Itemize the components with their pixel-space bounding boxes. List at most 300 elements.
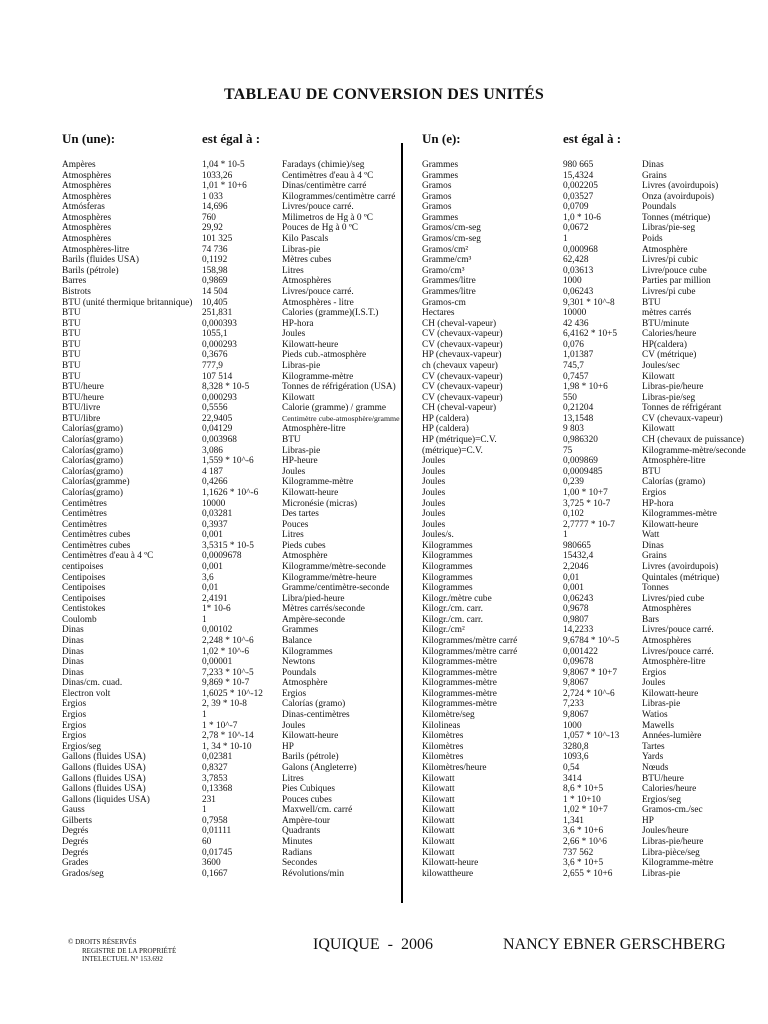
unit-cell: Degrés (62, 847, 89, 858)
factor-cell: 0,9807 (563, 614, 589, 625)
unit-cell: Gallons (fluides USA) (62, 752, 146, 763)
unit-cell: Kilogrammes-mètre (422, 678, 497, 689)
target-unit-cell: BTU/minute (642, 318, 689, 329)
factor-cell: 3,6 * 10+6 (563, 826, 604, 837)
unit-cell: Degrés (62, 837, 89, 847)
table-row (422, 287, 768, 298)
table-row (422, 329, 768, 340)
table-row (422, 192, 768, 203)
factor-cell: 10000 (563, 308, 587, 319)
unit-cell: (métrique)=C.V. (422, 445, 483, 456)
unit-cell: Hectares (422, 308, 455, 319)
target-unit-cell: Mètres cubes (282, 255, 332, 266)
target-unit-cell: HP-heure (282, 456, 318, 467)
factor-cell: 0,5556 (202, 403, 228, 414)
factor-cell: 0,001 (563, 583, 584, 594)
factor-cell: 3414 (563, 773, 582, 784)
target-unit-cell: Kilowatt (642, 424, 675, 435)
table-row (422, 657, 768, 668)
table-row (62, 668, 402, 679)
target-unit-cell: Kilogramme/mètre-heure (282, 572, 377, 583)
unit-cell: Gallons (fluides USA) (62, 784, 146, 795)
table-row (62, 615, 402, 626)
header-left-unit: Un (une): (62, 131, 116, 146)
target-unit-cell: Mètres carrés/seconde (282, 604, 365, 615)
factor-cell: 15432,4 (563, 551, 594, 562)
unit-cell: Grados/seg (62, 868, 104, 879)
unit-cell: Gramos/cm-seg (422, 234, 481, 245)
table-row (62, 562, 402, 573)
factor-cell: 0,000968 (563, 244, 598, 255)
factor-cell: 1,01 * 10+6 (202, 181, 247, 192)
target-unit-cell: Bars (642, 614, 660, 625)
table-row (422, 477, 768, 488)
target-unit-cell: Poundals (282, 667, 317, 678)
unit-cell: Calorías(gramo) (62, 435, 123, 446)
target-unit-cell: BTU/heure (642, 773, 684, 784)
table-row (422, 456, 768, 467)
table-row (422, 636, 768, 647)
unit-cell: Joules (422, 498, 446, 509)
table-row (62, 604, 402, 615)
table-row (62, 699, 402, 710)
table-row (422, 213, 768, 224)
table-row (62, 319, 402, 330)
table-row (422, 848, 768, 859)
table-row (62, 583, 402, 594)
table-row (422, 784, 768, 795)
target-unit-cell: Poids (642, 234, 663, 245)
table-row (62, 795, 402, 806)
target-unit-cell: Livres/pi cube (642, 286, 696, 297)
target-unit-cell: Quadrants (282, 826, 321, 837)
factor-cell: 6,4162 * 10+5 (563, 329, 618, 340)
factor-cell: 0,986320 (563, 435, 598, 446)
target-unit-cell: Libras-pie/heure (642, 382, 704, 393)
target-unit-cell: Litres (282, 530, 304, 541)
table-row (62, 499, 402, 510)
factor-cell: 0,001 (202, 561, 223, 572)
factor-cell: 0,0009485 (563, 466, 603, 477)
table-row (422, 805, 768, 816)
conversion-table-right (422, 160, 768, 879)
table-row (422, 721, 768, 732)
unit-cell: Gramos (422, 191, 452, 202)
table-row (422, 668, 768, 679)
factor-cell: 7,233 (563, 699, 584, 710)
table-row (422, 372, 768, 383)
target-unit-cell: Atmosphères (642, 636, 692, 647)
table-row (62, 710, 402, 721)
factor-cell: 1,00 * 10+7 (563, 487, 608, 498)
table-row (62, 181, 402, 192)
unit-cell: Calorías(gramo) (62, 487, 123, 498)
factor-cell: 3600 (202, 858, 221, 869)
table-row (62, 361, 402, 372)
target-unit-cell: Centimètres d'eau à 4 ºC (282, 170, 374, 181)
unit-cell: Grammes (422, 212, 459, 223)
table-row (422, 234, 768, 245)
target-unit-cell: CV (métrique) (642, 350, 697, 361)
factor-cell: 231 (202, 794, 216, 805)
target-unit-cell: Dinas (642, 160, 664, 170)
unit-cell: Kilogrammes-mètre (422, 699, 497, 710)
factor-cell: 8,6 * 10+5 (563, 784, 604, 795)
table-row (62, 414, 402, 425)
factor-cell: 737 562 (563, 847, 594, 858)
table-row (62, 160, 402, 171)
factor-cell: 2,66 * 10^6 (563, 837, 607, 847)
target-unit-cell: Pouces (282, 519, 309, 530)
unit-cell: Gramos (422, 202, 452, 213)
unit-cell: Centimètres cubes (62, 530, 131, 541)
target-unit-cell: Onza (avoirdupois) (642, 191, 715, 202)
target-unit-cell: Tonnes de réfrigération (USA) (282, 382, 396, 393)
target-unit-cell: Livres (avoirdupois) (642, 181, 719, 192)
table-row (422, 869, 768, 880)
factor-cell: 0,04129 (202, 424, 233, 435)
table-row (422, 160, 768, 171)
unit-cell: Kilowatt (422, 815, 455, 826)
target-unit-cell: Grains (642, 170, 667, 181)
target-unit-cell: Kilogramme-mètre/seconde (642, 445, 746, 456)
target-unit-cell: Libras-pie/seg (642, 392, 696, 403)
table-row (62, 752, 402, 763)
factor-cell: 0,003968 (202, 435, 237, 446)
table-row (422, 488, 768, 499)
factor-cell: 1 (563, 530, 568, 541)
factor-cell: 10,405 (202, 297, 228, 308)
unit-cell: Joules (422, 509, 446, 520)
table-row (422, 361, 768, 372)
target-unit-cell: Atmosphère-litre (282, 424, 346, 435)
table-row (422, 710, 768, 721)
table-row (422, 752, 768, 763)
unit-cell: Kilogrammes/mètre carré (422, 636, 518, 647)
factor-cell: 1,02 * 10+7 (563, 805, 608, 816)
target-unit-cell: Livres/pied cube (642, 593, 705, 604)
target-unit-cell: CH (chevaux de puissance) (642, 435, 744, 446)
unit-cell: Centipoises (62, 593, 106, 604)
unit-cell: Centipoises (62, 572, 106, 583)
target-unit-cell: Kilogramme-mètre (282, 477, 354, 488)
unit-cell: Calorías(gramo) (62, 424, 123, 435)
table-row (422, 562, 768, 573)
target-unit-cell: Dinas/centimètre carré (282, 181, 367, 192)
copyright-line: © DROITS RÉSERVÉS (68, 938, 137, 946)
factor-cell: 0,0672 (563, 223, 589, 234)
factor-cell: 1 (202, 614, 207, 625)
table-row (422, 858, 768, 869)
table-row (422, 573, 768, 584)
factor-cell: 0,01 (202, 583, 219, 594)
target-unit-cell: Joules (282, 466, 306, 477)
target-unit-cell: Gramos-cm./sec (642, 805, 703, 816)
factor-cell: 1,559 * 10^-6 (202, 456, 254, 467)
target-unit-cell: Kilowatt-heure (282, 339, 339, 350)
factor-cell: 9 803 (563, 424, 584, 435)
unit-cell: BTU (62, 360, 81, 371)
table-row (422, 699, 768, 710)
table-row (422, 446, 768, 457)
target-unit-cell: Tonnes de réfrigérant (642, 403, 722, 414)
unit-cell: Joules (422, 487, 446, 498)
target-unit-cell: BTU (642, 466, 661, 477)
unit-cell: Atmosphères (62, 191, 112, 202)
factor-cell: 1033,26 (202, 170, 233, 181)
table-row (422, 731, 768, 742)
factor-cell: 42 436 (563, 318, 589, 329)
table-row (62, 784, 402, 795)
factor-cell: 777,9 (202, 360, 223, 371)
target-unit-cell: Kilowatt (642, 371, 675, 382)
factor-cell: 0,239 (563, 477, 584, 488)
table-row (62, 657, 402, 668)
unit-cell: Grammes/litre (422, 286, 476, 297)
unit-cell: Kilowatt (422, 805, 455, 816)
table-row (62, 329, 402, 340)
factor-cell: 745,7 (563, 360, 584, 371)
target-unit-cell: Ergios (642, 667, 667, 678)
table-row (422, 245, 768, 256)
target-unit-cell: Milimetros de Hg à 0 ºC (282, 212, 373, 223)
target-unit-cell: Watt (642, 530, 660, 541)
factor-cell: 0,102 (563, 509, 584, 520)
table-row (62, 435, 402, 446)
copyright-line: INTELECTUEL N° 153.692 (82, 955, 163, 963)
factor-cell: 1, 34 * 10-10 (202, 741, 252, 752)
table-row (422, 689, 768, 700)
factor-cell: 14,2233 (563, 625, 594, 636)
target-unit-cell: Secondes (282, 858, 318, 869)
target-unit-cell: Kilogrammes/centimètre carré (282, 191, 396, 202)
unit-cell: BTU (unité thermique britannique) (62, 297, 193, 308)
unit-cell: BTU/heure (62, 392, 104, 403)
target-unit-cell: Libras-pie (282, 244, 321, 255)
table-row (422, 424, 768, 435)
target-unit-cell: HP-hora (282, 318, 314, 329)
target-unit-cell: Années-lumière (642, 731, 702, 742)
target-unit-cell: HP (282, 741, 294, 752)
factor-cell: 0,02381 (202, 752, 233, 763)
unit-cell: CV (chevaux-vapeur) (422, 392, 503, 403)
factor-cell: 980665 (563, 540, 591, 551)
table-row (62, 530, 402, 541)
factor-cell: 4 187 (202, 466, 223, 477)
unit-cell: Kilogrammes (422, 561, 473, 572)
unit-cell: Centimètres (62, 519, 107, 530)
factor-cell: 0,0009678 (202, 551, 242, 562)
factor-cell: 0,01745 (202, 847, 233, 858)
table-row (62, 488, 402, 499)
table-row (62, 350, 402, 361)
target-unit-cell: Kilowatt (282, 392, 315, 403)
factor-cell: 9,6784 * 10^-5 (563, 636, 620, 647)
unit-cell: BTU (62, 339, 81, 350)
table-row (62, 625, 402, 636)
footer-city-year: IQUIQUE - 2006 (313, 936, 433, 953)
target-unit-cell: Barils (pétrole) (282, 752, 339, 763)
target-unit-cell: Ampère-seconde (282, 614, 345, 625)
unit-cell: Grammes/litre (422, 276, 476, 287)
table-row (422, 816, 768, 827)
target-unit-cell: Révolutions/min (282, 868, 344, 879)
copyright-line: REGISTRE DE LA PROPRIÉTÉ (82, 946, 177, 955)
table-row (62, 551, 402, 562)
target-unit-cell: Kilowatt-heure (282, 487, 339, 498)
table-row (422, 594, 768, 605)
factor-cell: 0,8327 (202, 762, 228, 773)
unit-cell: kilowattheure (422, 868, 474, 879)
conversion-table-left (62, 160, 402, 879)
unit-cell: Kilogrammes (422, 540, 473, 551)
unit-cell: Atmosphères (62, 212, 112, 223)
unit-cell: Kilogrammes-mètre (422, 688, 497, 699)
unit-cell: Calorías(gramme) (62, 477, 130, 488)
unit-cell: Dinas (62, 625, 84, 636)
unit-cell: Joules/s. (422, 530, 454, 541)
table-row (422, 541, 768, 552)
target-unit-cell: Galons (Angleterre) (282, 762, 357, 773)
target-unit-cell: BTU (282, 435, 301, 446)
table-row (422, 763, 768, 774)
target-unit-cell: Libras-pie (282, 445, 321, 456)
table-row (422, 509, 768, 520)
target-unit-cell: Libras-pie (642, 868, 681, 879)
unit-cell: Kilowatt (422, 784, 455, 795)
factor-cell: 1 (202, 805, 207, 816)
unit-cell: BTU/heure (62, 382, 104, 393)
table-row (62, 520, 402, 531)
header-right-unit: Un (e): (422, 131, 461, 146)
unit-cell: Kilowatt (422, 826, 455, 837)
table-row (62, 372, 402, 383)
target-unit-cell: mètres carrés (642, 308, 692, 319)
table-row (422, 393, 768, 404)
target-unit-cell: Joules/heure (642, 826, 689, 837)
target-unit-cell: Libra-pièce/seg (642, 847, 700, 858)
target-unit-cell: Atmosphères (642, 604, 692, 615)
unit-cell: BTU/livre (62, 403, 101, 414)
target-unit-cell: Kilowatt-heure (642, 519, 699, 530)
unit-cell: Gramo/cm³ (422, 265, 465, 276)
unit-cell: Gallons (liquides USA) (62, 794, 150, 805)
factor-cell: 251,831 (202, 308, 233, 319)
factor-cell: 0,076 (563, 339, 584, 350)
unit-cell: Kilogr./mètre cube (422, 593, 492, 604)
target-unit-cell: Faradays (chimie)/seg (282, 160, 365, 170)
unit-cell: Ampères (62, 160, 96, 170)
factor-cell: 62,428 (563, 255, 589, 266)
factor-cell: 9,8067 * 10+7 (563, 667, 618, 678)
unit-cell: Kilogrammes (422, 551, 473, 562)
factor-cell: 7,233 * 10^-5 (202, 667, 254, 678)
table-row (422, 615, 768, 626)
unit-cell: Gramos-cm (422, 297, 466, 308)
factor-cell: 15,4324 (563, 170, 594, 181)
target-unit-cell: Libra/pied-heure (282, 593, 345, 604)
factor-cell: 22,9405 (202, 413, 233, 424)
unit-cell: Gallons (fluides USA) (62, 773, 146, 784)
target-unit-cell: Atmosphère-litre (642, 456, 706, 467)
table-row (422, 350, 768, 361)
factor-cell: 2,724 * 10^-6 (563, 688, 615, 699)
factor-cell: 1055,1 (202, 329, 228, 340)
target-unit-cell: Pies Cubiques (282, 784, 335, 795)
factor-cell: 0,00102 (202, 625, 233, 636)
factor-cell: 1,02 * 10^-6 (202, 646, 249, 657)
unit-cell: BTU (62, 318, 81, 329)
unit-cell: BTU (62, 371, 81, 382)
unit-cell: Degrés (62, 826, 89, 837)
factor-cell: 1,0 * 10-6 (563, 212, 601, 223)
table-row (422, 837, 768, 848)
target-unit-cell: Calories/heure (642, 329, 697, 340)
unit-cell: Atmosphères (62, 223, 112, 234)
table-row (62, 805, 402, 816)
factor-cell: 0,000393 (202, 318, 237, 329)
table-row (62, 477, 402, 488)
unit-cell: Kilomètre/seg (422, 710, 475, 721)
factor-cell: 3280,8 (563, 741, 589, 752)
unit-cell: Joules (422, 466, 446, 477)
table-row (62, 742, 402, 753)
factor-cell: 1,6025 * 10^-12 (202, 688, 263, 699)
unit-cell: Dinas/cm. cuad. (62, 678, 123, 689)
unit-cell: HP (métrique)=C.V. (422, 435, 497, 446)
table-row (62, 858, 402, 869)
unit-cell: Kilogrammes (422, 583, 473, 594)
target-unit-cell: Des tartes (282, 509, 319, 520)
unit-cell: Dinas (62, 646, 84, 657)
unit-cell: Barils (fluides USA) (62, 255, 139, 266)
target-unit-cell: Atmosphère (282, 678, 328, 689)
unit-cell: Kilolineas (422, 720, 461, 731)
table-row (62, 393, 402, 404)
unit-cell: CV (chevaux-vapeur) (422, 382, 503, 393)
factor-cell: 0,01111 (202, 826, 232, 837)
target-unit-cell: Dinas-centimètres (282, 710, 350, 721)
unit-cell: Grammes (422, 160, 459, 170)
target-unit-cell: Joules (282, 329, 306, 340)
table-row (62, 403, 402, 414)
factor-cell: 3,5315 * 10-5 (202, 540, 254, 551)
target-unit-cell: HP(caldera) (642, 339, 687, 350)
target-unit-cell: Atmosphère (642, 244, 688, 255)
factor-cell: 75 (563, 445, 573, 456)
factor-cell: 1000 (563, 276, 582, 287)
unit-cell: Electron volt (62, 688, 111, 699)
factor-cell: 1,04 * 10-5 (202, 160, 245, 170)
factor-cell: 0,03613 (563, 265, 594, 276)
table-row (62, 213, 402, 224)
unit-cell: Barils (pétrole) (62, 265, 119, 276)
target-unit-cell: Kilogramme-mètre (642, 858, 714, 869)
table-row (62, 826, 402, 837)
factor-cell: 550 (563, 392, 577, 403)
table-row (422, 826, 768, 837)
factor-cell: 8,328 * 10-5 (202, 382, 250, 393)
target-unit-cell: HP-hora (642, 498, 674, 509)
target-unit-cell: Minutes (282, 837, 313, 847)
target-unit-cell: Pouces cubes (282, 794, 332, 805)
target-unit-cell: Yards (642, 752, 664, 763)
unit-cell: BTU/libre (62, 413, 101, 424)
unit-cell: BTU (62, 308, 81, 319)
unit-cell: CV (chevaux-vapeur) (422, 329, 503, 340)
unit-cell: Kilogr./cm² (422, 625, 465, 636)
unit-cell: Centimètres (62, 498, 107, 509)
